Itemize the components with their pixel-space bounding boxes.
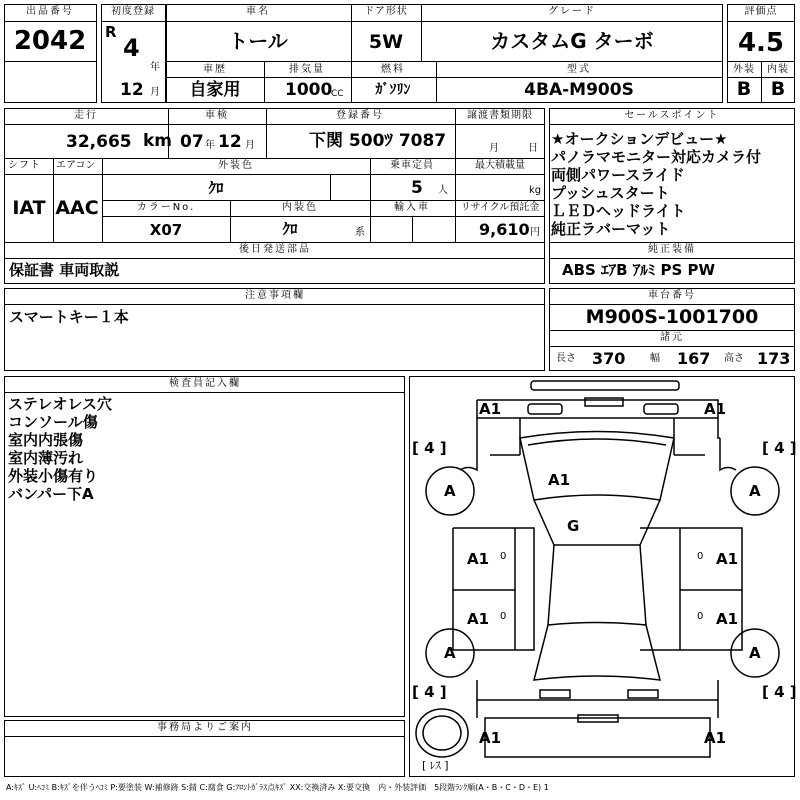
model: 4BA-M900S <box>524 80 634 100</box>
equipment-label: 純正装備 <box>648 244 696 255</box>
displacement-unit: CC <box>331 89 344 99</box>
capacity-label: 乗車定員 <box>390 160 434 171</box>
import-label: 輸入車 <box>394 202 430 213</box>
damage-mark: A1 <box>716 550 739 568</box>
int-color-label: 内装色 <box>282 202 318 213</box>
aircon-label: エアコン <box>56 160 96 171</box>
height-label: 高さ <box>724 353 744 364</box>
door-handle-mark: 0 <box>697 551 704 562</box>
damage-mark: A1 <box>704 729 727 747</box>
mileage: 32,665 <box>66 132 132 152</box>
inspection-month-unit: 月 <box>245 140 255 151</box>
damage-mark: A1 <box>479 729 502 747</box>
displacement: 1000 <box>285 80 333 100</box>
grade: カスタムG ターボ <box>490 29 654 53</box>
damage-mark: A1 <box>467 550 490 568</box>
sales-point: ＬＥＤヘッドライト <box>551 202 686 220</box>
equipment: ABS ｴｱB ｱﾙﾐ PS PW <box>562 261 716 279</box>
tire-tread-mark: [ 4 ] <box>412 683 447 701</box>
recycle-unit: 円 <box>530 227 540 238</box>
damage-mark: A <box>444 482 456 500</box>
sales-point: プッシュスタート <box>551 184 670 202</box>
load-unit: kg <box>529 185 542 196</box>
capacity-unit: 人 <box>438 185 448 196</box>
inspector-line: 外装小傷有り <box>8 467 99 485</box>
shift-label: シフト <box>8 160 41 171</box>
load-label: 最大積載量 <box>475 160 525 171</box>
width: 167 <box>677 349 711 368</box>
sales-point: 両側パワースライド <box>551 166 685 184</box>
tire-tread-mark: [ 4 ] <box>412 439 447 457</box>
chassis-label: 車台番号 <box>648 290 696 301</box>
int-color: ｸﾛ <box>282 220 298 238</box>
damage-mark: A1 <box>716 610 739 628</box>
exterior-grade: B <box>736 78 752 100</box>
score-label: 評価点 <box>744 6 778 17</box>
history: 自家用 <box>189 80 241 100</box>
inspector-label: 検査員記入欄 <box>169 378 241 389</box>
fuel: ｶﾞｿﾘﾝ <box>375 82 411 98</box>
damage-mark: A <box>749 482 761 500</box>
inspection-month: 12 <box>218 132 242 152</box>
inspector-line: ステレオレス穴 <box>8 395 112 413</box>
recycle-fee: 9,610 <box>479 220 530 239</box>
exterior-label: 外装 <box>733 64 755 75</box>
inspector-line: コンソール傷 <box>8 413 98 431</box>
door: 5W <box>368 31 404 53</box>
damage-mark: A1 <box>548 471 571 489</box>
fuel-label: 燃料 <box>381 64 405 75</box>
notes: スマートキー１本 <box>9 308 129 326</box>
notes-label: 注意事項欄 <box>245 290 305 301</box>
height: 173 <box>757 349 791 368</box>
interior-grade: B <box>770 78 786 100</box>
legend: A:ｷｽﾞ U:ﾍｺﾐ B:ｷｽﾞを伴うﾍｺﾐ P:要塗装 W:補修跡 S:錆 C:腐食 G:ﾌﾛﾝﾄｶﾞﾗｽ点ｷｽﾞ XX:交換済み X:要交換 内・外装評価 5段階ﾗﾝｸ順(A・B・C・D・E) 1 <box>6 783 549 792</box>
damage-mark: A1 <box>479 400 502 418</box>
score: 4.5 <box>737 28 785 58</box>
mileage-label: 走行 <box>74 110 98 121</box>
specs-label: 諸元 <box>660 332 684 343</box>
transfer-day-unit: 日 <box>528 143 538 154</box>
reg-month: 12 <box>120 80 144 100</box>
color-no-label: カラーNo. <box>136 202 196 213</box>
inspector-line: バンパー下A <box>8 485 94 503</box>
damage-mark: A <box>444 644 456 662</box>
spare-tire-mark: [ ﾚｽ ] <box>422 759 449 772</box>
car-name-label: 車名 <box>246 6 270 17</box>
era: R <box>105 23 117 41</box>
transfer-month-unit: 月 <box>489 143 499 154</box>
inspection-year-unit: 年 <box>205 140 215 151</box>
later-parts-label: 後日発送部品 <box>239 244 311 255</box>
inspector-line: 室内薄汚れ <box>8 449 84 467</box>
displacement-label: 排気量 <box>289 64 325 75</box>
car-name: トール <box>228 29 288 53</box>
lot-number: 2042 <box>13 26 87 56</box>
first-registration-label: 初度登録 <box>111 6 155 17</box>
mileage-unit: km <box>143 131 173 151</box>
door-handle-mark: 0 <box>697 611 704 622</box>
history-label: 車歴 <box>203 64 227 75</box>
length-label: 長さ <box>556 353 576 364</box>
shift: IAT <box>12 197 46 219</box>
inspection-year: 07 <box>180 132 204 152</box>
capacity: 5 <box>411 178 423 198</box>
reg-year-unit: 年 <box>150 62 160 73</box>
inspection-label: 車検 <box>205 110 229 121</box>
color-no: X07 <box>149 221 183 239</box>
sales-point: ★オークションデビュー★ <box>551 130 728 148</box>
reg-year: 4 <box>123 34 140 62</box>
aircon: AAC <box>55 197 99 219</box>
sales-point: 純正ラバーマット <box>551 220 671 238</box>
width-label: 幅 <box>650 353 660 364</box>
sales-points-label: セールスポイント <box>624 110 720 121</box>
ext-color-label: 外装色 <box>218 160 254 171</box>
tire-tread-mark: [ 4 ] <box>762 683 797 701</box>
door-handle-mark: 0 <box>500 551 507 562</box>
plate-label: 登録番号 <box>336 110 384 121</box>
grade-label: グレード <box>548 6 596 17</box>
later-parts: 保証書 車両取説 <box>9 261 120 279</box>
door-handle-mark: 0 <box>500 611 507 622</box>
chassis-number: M900S-1001700 <box>585 306 759 328</box>
office-label: 事務局よりご案内 <box>157 722 253 733</box>
plate: 下関 500ﾂ 7087 <box>309 131 447 151</box>
damage-mark: A1 <box>467 610 490 628</box>
damage-mark: A <box>749 644 761 662</box>
reg-month-unit: 月 <box>150 87 160 98</box>
inspector-line: 室内内張傷 <box>8 431 84 449</box>
door-label: ドア形状 <box>364 6 408 17</box>
ext-color: ｸﾛ <box>208 179 224 197</box>
tire-tread-mark: [ 4 ] <box>762 439 797 457</box>
int-color-unit: 系 <box>355 227 365 238</box>
damage-mark: A1 <box>704 400 727 418</box>
lot-number-label: 出品番号 <box>26 6 74 17</box>
sales-point: パノラマモニター対応カメラ付 <box>551 148 762 166</box>
interior-label: 内装 <box>767 64 789 75</box>
transfer-label: 譲渡書類期限 <box>467 110 533 121</box>
recycle-label: リサイクル預託金 <box>460 202 540 213</box>
model-label: 型式 <box>567 64 591 75</box>
damage-mark: G <box>567 517 580 535</box>
length: 370 <box>592 349 626 368</box>
